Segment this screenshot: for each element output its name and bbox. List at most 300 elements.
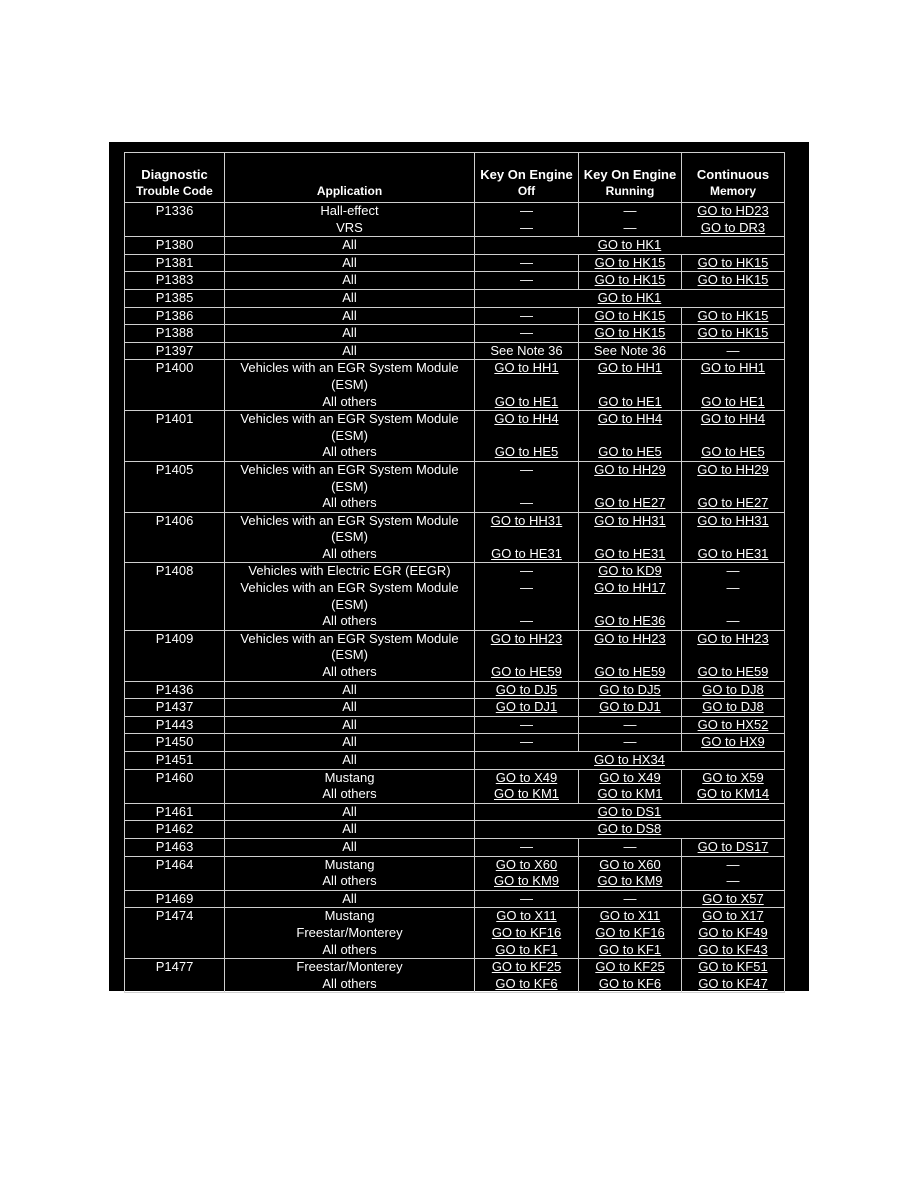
procedure-link[interactable]: GO to DS17 [697,838,769,854]
header-application: Application [225,153,475,203]
koeo-cell [475,307,579,325]
procedure-link[interactable]: GO to HE1 [701,393,765,409]
cell-text: — [623,890,637,906]
application-cell [225,512,475,563]
koeo-cell [475,769,579,803]
koer-cell [579,856,682,890]
application-text: Mustang [324,908,375,924]
application-cell [225,254,475,272]
procedure-link[interactable]: GO to DS8 [597,821,662,837]
application-text: All [342,716,357,732]
application-cell [225,803,475,821]
koer-cell [579,734,682,752]
application-text: VRS [336,219,363,235]
cell-text: — [520,563,533,579]
table-row [125,856,785,890]
table-row [125,411,785,462]
koer-cell [579,325,682,343]
application-cell [225,203,475,237]
application-text: All [342,803,357,819]
koeo-cell [475,411,579,462]
procedure-link[interactable]: GO to HH1 [494,360,559,376]
koeo-cell [475,254,579,272]
dtc-code: P1336 [155,203,194,218]
table-row [125,752,785,770]
koeo-cell [475,856,579,890]
koeo-cell [475,908,579,959]
procedure-link[interactable]: GO to HK15 [697,254,769,270]
cell-text: — [520,495,533,511]
cm-cell [682,959,785,993]
cell-text [579,597,681,614]
cm-cell [682,325,785,343]
dtc-code-cell [125,890,225,908]
cell-text: — [520,307,533,323]
application-text: All [342,307,357,323]
koeo-cell [475,630,579,681]
procedure-link[interactable]: GO to HH29 [697,461,769,477]
procedure-link[interactable]: GO to KF51 [698,959,768,975]
koer-cell [579,342,682,360]
table-row [125,908,785,959]
koer-cell [579,630,682,681]
application-text: All [342,681,357,697]
application-cell [225,563,475,630]
application-text: All others [322,975,377,991]
procedure-link[interactable]: GO to HX34 [594,752,665,767]
procedure-link[interactable]: GO to HD23 [697,203,769,218]
dtc-code-cell [125,272,225,290]
cell-text [682,428,784,445]
procedure-link[interactable]: GO to HK15 [594,325,666,341]
cell-text [475,428,578,445]
cm-cell [682,203,785,237]
procedure-link[interactable]: GO to DR3 [700,219,766,235]
dtc-code-cell [125,716,225,734]
procedure-link[interactable]: GO to X49 [495,769,558,785]
application-text: All others [322,613,377,629]
table-row [125,681,785,699]
dtc-code: P1388 [155,325,194,341]
koeo-cell [475,203,579,237]
application-cell [225,856,475,890]
cell-text: See Note 36 [490,342,563,358]
dtc-code: P1450 [155,734,194,750]
koer-cell [579,360,682,411]
cell-text [682,377,784,394]
application-cell [225,342,475,360]
procedure-link[interactable]: GO to DJ1 [495,699,558,715]
koeo-cell [475,272,579,290]
procedure-link[interactable]: GO to HE1 [494,393,559,409]
procedure-link[interactable]: GO to HH4 [597,411,663,427]
procedure-link[interactable]: GO to HK15 [697,272,769,288]
koer-cell [579,203,682,237]
procedure-link[interactable]: GO to KF47 [698,975,768,991]
procedure-link[interactable]: GO to HH4 [494,411,559,427]
application-text: All others [322,664,377,680]
cell-text: — [623,734,637,750]
application-text: Mustang [324,856,375,872]
cell-text: — [520,716,533,732]
procedure-link[interactable]: GO to KM1 [493,786,560,802]
application-cell [225,838,475,856]
procedure-link[interactable]: GO to HE1 [598,393,662,409]
koer-cell [579,769,682,803]
application-text: Vehicles with an EGR System Module [240,461,459,477]
cell-text: See Note 36 [593,342,667,358]
all-modes-cell [475,821,785,839]
koeo-cell [475,563,579,630]
dtc-code: P1409 [155,630,194,646]
cell-text [682,479,784,496]
application-text: Vehicles with an EGR System Module [240,512,459,528]
table-body [125,203,785,993]
procedure-link[interactable]: GO to KF16 [595,924,665,940]
procedure-link[interactable]: GO to HE59 [697,664,769,680]
procedure-link[interactable]: GO to HH1 [700,360,766,376]
procedure-link[interactable]: GO to HE5 [598,444,662,460]
koer-cell [579,838,682,856]
table-row [125,838,785,856]
koer-cell [579,681,682,699]
dtc-code: P1397 [155,342,194,358]
cm-cell [682,681,785,699]
procedure-link[interactable]: GO to KF6 [598,975,662,991]
cell-text: — [520,461,533,477]
koeo-cell [475,325,579,343]
application-text: Vehicles with an EGR System Module [240,580,459,596]
procedure-link[interactable]: GO to HH23 [594,630,666,646]
procedure-link[interactable]: GO to HH17 [594,580,666,596]
application-text: All [342,838,357,854]
application-text: All [342,342,357,358]
application-text: All others [322,873,377,889]
table-header-row [125,153,785,203]
dtc-code-cell [125,821,225,839]
header-koer: Key On Engine Running [579,153,682,203]
cell-text [682,529,784,546]
dtc-code: P1436 [155,681,194,697]
procedure-link[interactable]: GO to HH1 [597,360,663,376]
cell-text: — [520,203,533,218]
cell-text [682,647,784,664]
dtc-code-cell [125,769,225,803]
cm-cell [682,908,785,959]
dtc-code: P1437 [155,699,194,715]
procedure-link[interactable]: GO to HE59 [491,664,562,680]
dtc-code-cell [125,563,225,630]
dtc-code-cell [125,681,225,699]
application-cell [225,360,475,411]
application-text: All others [322,545,377,561]
dtc-code-cell [125,699,225,717]
dtc-code-cell [125,461,225,512]
procedure-link[interactable]: GO to X49 [599,769,661,785]
dtc-code: P1469 [155,890,194,906]
procedure-link[interactable]: GO to X11 [599,908,661,924]
dtc-code-cell [125,325,225,343]
procedure-link[interactable]: GO to HX9 [701,734,765,750]
dtc-code: P1460 [155,769,194,785]
procedure-link[interactable]: GO to HK15 [697,325,769,341]
dtc-code: P1400 [155,360,194,376]
table-row [125,307,785,325]
koer-cell [579,411,682,462]
procedure-link[interactable]: GO to HH31 [594,512,666,528]
cm-cell [682,461,785,512]
application-text: All [342,734,357,750]
procedure-link[interactable]: GO to HX52 [697,716,769,732]
application-text: (ESM) [331,529,368,545]
application-text: (ESM) [331,596,368,612]
procedure-link[interactable]: GO to DJ8 [702,699,764,715]
procedure-link[interactable]: GO to X57 [702,890,764,906]
table-row [125,769,785,803]
koeo-cell [475,959,579,993]
procedure-link[interactable]: GO to X60 [495,856,558,872]
dtc-code: P1385 [155,289,194,305]
dtc-code-cell [125,856,225,890]
application-text: All others [322,393,377,409]
procedure-link[interactable]: GO to HK15 [594,307,666,323]
procedure-link[interactable]: GO to X17 [702,908,764,924]
procedure-link[interactable]: GO to DJ5 [599,681,661,697]
procedure-link[interactable]: GO to HE5 [701,444,765,460]
cm-cell [682,342,785,360]
procedure-link[interactable]: GO to HH31 [697,512,769,528]
procedure-link[interactable]: GO to HH29 [594,461,666,477]
cell-text: — [623,838,637,854]
procedure-link[interactable]: GO to HE31 [697,545,769,561]
koer-cell [579,254,682,272]
procedure-link[interactable]: GO to KF6 [495,975,558,991]
application-text: Vehicles with an EGR System Module [240,630,459,646]
dtc-code: P1406 [155,512,194,528]
table-row [125,716,785,734]
cm-cell [682,411,785,462]
procedure-link[interactable]: GO to HE59 [594,664,666,680]
application-text: (ESM) [331,478,368,494]
application-text: All [342,237,357,253]
table-row [125,699,785,717]
cell-text [579,377,681,394]
procedure-link[interactable]: GO to HK15 [594,254,666,270]
procedure-link[interactable]: GO to HH4 [700,411,766,427]
dtc-table [124,152,785,993]
koeo-cell [475,890,579,908]
dtc-code-cell [125,734,225,752]
table-row [125,821,785,839]
procedure-link[interactable]: GO to KF1 [598,941,662,957]
dtc-code-cell [125,803,225,821]
application-cell [225,289,475,307]
table-row [125,890,785,908]
koeo-cell [475,681,579,699]
application-text: Hall-effect [320,203,379,218]
table-row [125,959,785,993]
table-row [125,512,785,563]
koer-cell [579,716,682,734]
table-row [125,289,785,307]
cm-cell [682,307,785,325]
cm-cell [682,699,785,717]
application-cell [225,630,475,681]
application-text: All [342,890,357,906]
application-cell [225,769,475,803]
dtc-code: P1408 [155,563,194,579]
procedure-link[interactable]: GO to HE31 [491,545,562,561]
procedure-link[interactable]: GO to HH23 [490,630,563,646]
cell-text: — [726,613,740,629]
application-cell [225,237,475,255]
application-cell [225,716,475,734]
procedure-link[interactable]: GO to KD9 [598,563,662,579]
dtc-code: P1463 [155,838,194,854]
application-text: All [342,272,357,288]
procedure-link[interactable]: GO to KF25 [595,959,665,975]
all-modes-cell [475,289,785,307]
application-text: Vehicles with an EGR System Module [240,411,459,427]
application-cell [225,681,475,699]
application-cell [225,890,475,908]
dtc-code-cell [125,342,225,360]
procedure-link[interactable]: GO to KM9 [597,873,663,889]
cm-cell [682,716,785,734]
application-cell [225,411,475,462]
procedure-link[interactable]: GO to DS1 [597,803,662,819]
dtc-code-cell [125,959,225,993]
koeo-cell [475,716,579,734]
table-row [125,254,785,272]
procedure-link[interactable]: GO to KF49 [698,924,768,940]
koeo-cell [475,838,579,856]
application-text: Freestar/Monterey [296,959,403,975]
dtc-code-cell [125,838,225,856]
application-cell [225,734,475,752]
procedure-link[interactable]: GO to KM14 [696,786,770,802]
cm-cell [682,856,785,890]
application-text: Mustang [324,769,375,785]
dtc-code-cell [125,752,225,770]
procedure-link[interactable]: GO to HE31 [594,545,666,561]
cell-text: — [726,856,740,872]
procedure-link[interactable]: GO to HK15 [697,307,769,323]
cell-text [682,597,784,614]
dtc-code-cell [125,512,225,563]
table-row [125,563,785,630]
cell-text: — [520,580,533,596]
dtc-code: P1451 [155,752,194,767]
cell-text: — [726,563,740,579]
procedure-link[interactable]: GO to DJ1 [599,699,661,715]
application-text: All [342,821,357,837]
application-text: All others [322,444,377,460]
dtc-code-cell [125,307,225,325]
cell-text [475,529,578,546]
procedure-link[interactable]: GO to HE27 [697,495,769,511]
header-cm: Continuous Memory [682,153,785,203]
koeo-cell [475,360,579,411]
application-text: Vehicles with an EGR System Module [240,360,459,376]
application-text: (ESM) [331,647,368,663]
koer-cell [579,890,682,908]
procedure-link[interactable]: GO to HE36 [594,613,666,629]
procedure-link[interactable]: GO to HE5 [494,444,559,460]
procedure-link[interactable]: GO to HH31 [490,512,563,528]
cm-cell [682,272,785,290]
procedure-link[interactable]: GO to DJ8 [702,681,764,697]
cm-cell [682,563,785,630]
table-row [125,734,785,752]
cm-cell [682,769,785,803]
table-row [125,360,785,411]
table-row [125,203,785,237]
procedure-link[interactable]: GO to X59 [702,769,764,785]
dtc-code: P1474 [155,908,194,924]
cell-text: — [520,838,533,854]
cell-text [579,428,681,445]
procedure-link[interactable]: GO to HK1 [597,237,662,253]
application-cell [225,752,475,770]
procedure-link[interactable]: GO to KF25 [491,959,562,975]
dtc-code-cell [125,908,225,959]
cell-text [579,647,681,664]
dtc-code-cell [125,360,225,411]
dtc-code: P1401 [155,411,194,427]
procedure-link[interactable]: GO to HH23 [697,630,769,646]
koer-cell [579,908,682,959]
koer-cell [579,461,682,512]
application-text: All [342,752,357,767]
procedure-link[interactable]: GO to HE27 [594,495,666,511]
all-modes-cell [475,752,785,770]
cell-text: — [520,219,533,235]
dtc-code: P1383 [155,272,194,288]
procedure-link[interactable]: GO to X60 [599,856,661,872]
application-cell [225,908,475,959]
application-text: All [342,325,357,341]
cell-text: — [623,203,637,218]
procedure-link[interactable]: GO to KM1 [597,786,663,802]
dtc-code: P1381 [155,254,194,270]
application-cell [225,821,475,839]
table-row [125,803,785,821]
koeo-cell [475,342,579,360]
dtc-code: P1461 [155,803,194,819]
procedure-link[interactable]: GO to KF1 [495,941,558,957]
application-cell [225,699,475,717]
procedure-link[interactable]: GO to HK15 [594,272,666,288]
procedure-link[interactable]: GO to KF16 [491,924,562,940]
dtc-code: P1464 [155,856,194,872]
header-dtc: Diagnostic Trouble Code [125,153,225,203]
application-text: All others [322,941,377,957]
procedure-link[interactable]: GO to KM9 [493,873,560,889]
application-text: All others [322,495,377,511]
procedure-link[interactable]: GO to HK1 [597,289,662,305]
procedure-link[interactable]: GO to X11 [496,908,557,924]
application-text: Vehicles with Electric EGR (EEGR) [248,563,451,579]
procedure-link[interactable]: GO to KF43 [698,941,768,957]
cell-text: — [520,613,533,629]
cm-cell [682,838,785,856]
table-row [125,325,785,343]
all-modes-cell [475,237,785,255]
cm-cell [682,360,785,411]
table-row [125,461,785,512]
procedure-link[interactable]: GO to DJ5 [495,681,558,697]
